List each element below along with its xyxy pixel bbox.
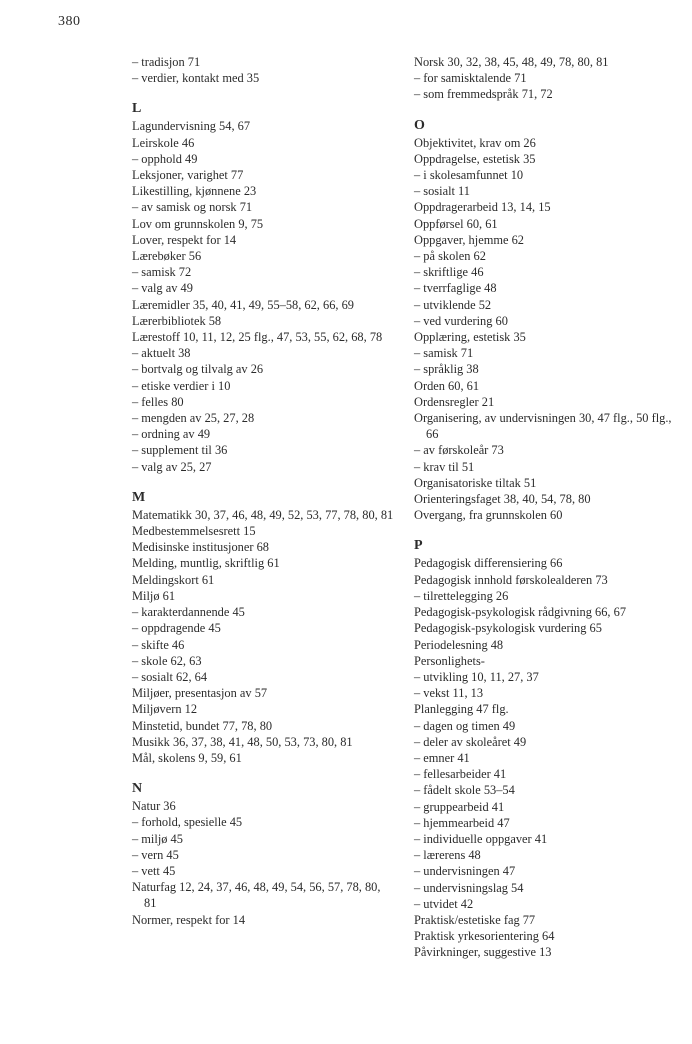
index-entry: Musikk 36, 37, 38, 41, 48, 50, 53, 73, 80, 81	[132, 734, 353, 749]
index-group	[414, 538, 684, 960]
index-entry: – dagen og timen 49	[414, 718, 516, 733]
index-entry: – skriftlige 46	[414, 265, 484, 280]
index-entry: – utviklende 52	[414, 297, 492, 312]
index-entry: – krav til 51	[414, 459, 475, 474]
index-entry: – opphold 49	[132, 151, 198, 166]
index-entry: – undervisningen 47	[414, 864, 516, 879]
index-entry: – gruppearbeid 41	[414, 799, 505, 814]
index-entry: – felles 80	[132, 394, 184, 409]
index-entry: – sosialt 11	[414, 184, 470, 199]
index-entry: Praktisk yrkesorientering 64	[414, 929, 555, 944]
index-entry: – karakterdannende 45	[132, 605, 245, 620]
index-entry: Orden 60, 61	[414, 378, 480, 393]
index-entry: Leirskole 46	[132, 135, 195, 150]
index-group	[414, 118, 684, 524]
index-entry: Lov om grunnskolen 9, 75	[132, 216, 264, 231]
index-entry: Natur 36	[132, 799, 176, 814]
index-letter-heading: O	[414, 117, 425, 133]
index-entry: Organisering, av undervisningen 30, 47 flg., 50 flg., 66	[414, 411, 672, 442]
index-entry: – tilrettelegging 26	[414, 588, 509, 603]
index-entry: – samisk 72	[132, 265, 192, 280]
index-entry: Matematikk 30, 37, 46, 48, 49, 52, 53, 77, 78, 80, 81	[132, 507, 394, 522]
index-entry: Organisatoriske tiltak 51	[414, 475, 537, 490]
index-entry: – sosialt 62, 64	[132, 669, 208, 684]
index-entry: Lover, respekt for 14	[132, 232, 237, 247]
index-entry: – skifte 46	[132, 637, 185, 652]
index-entry: Ordensregler 21	[414, 394, 495, 409]
index-entry: – supplement til 36	[132, 443, 228, 458]
index-entry: – bortvalg og tilvalg av 26	[132, 362, 264, 377]
index-entry: Meldingskort 61	[132, 572, 215, 587]
index-entry: – for samisktalende 71	[414, 71, 527, 86]
index-entry: Miljø 61	[132, 588, 176, 603]
index-entry: Likestilling, kjønnene 23	[132, 184, 257, 199]
index-entry: – fellesarbeider 41	[414, 767, 507, 782]
index-group	[132, 490, 394, 766]
index-entry: – tradisjon 71	[132, 55, 201, 69]
index-entry: – oppdragende 45	[132, 621, 221, 636]
index-entry: – vern 45	[132, 847, 179, 862]
index-group	[132, 781, 394, 928]
index-group	[132, 54, 394, 86]
index-entry: Praktisk/estetiske fag 77	[414, 912, 536, 927]
index-entry: – ved vurdering 60	[414, 313, 508, 328]
index-entry: – som fremmedspråk 71, 72	[414, 87, 553, 102]
index-entry: – skole 62, 63	[132, 653, 202, 668]
index-entry: Oppgaver, hjemme 62	[414, 232, 524, 247]
index-entry: Påvirkninger, suggestive 13	[414, 945, 552, 960]
index-entry: Lagundervisning 54, 67	[132, 119, 251, 134]
index-entry: Naturfag 12, 24, 37, 46, 48, 49, 54, 56, 57, 78, 80, 81	[132, 880, 381, 911]
index-entry: Lærebøker 56	[132, 249, 202, 264]
index-entry: Miljøer, presentasjon av 57	[132, 686, 268, 701]
index-entry: Normer, respekt for 14	[132, 912, 246, 927]
index-entry: – hjemmearbeid 47	[414, 815, 510, 830]
index-entry: – tverrfaglige 48	[414, 281, 497, 296]
index-entry: – emner 41	[414, 750, 470, 765]
index-entry: – lærerens 48	[414, 848, 481, 863]
index-entry: Planlegging 47 flg.	[414, 702, 509, 717]
index-column-left	[132, 54, 394, 928]
index-entry: Objektivitet, krav om 26	[414, 135, 536, 150]
index-entry: – i skolesamfunnet 10	[414, 168, 524, 183]
index-entry: – mengden av 25, 27, 28	[132, 411, 255, 426]
index-entry: Leksjoner, varighet 77	[132, 168, 244, 183]
index-entry: – etiske verdier i 10	[132, 378, 231, 393]
index-entry: – samisk 71	[414, 346, 474, 361]
index-column-right	[414, 54, 684, 961]
index-entry: Orienteringsfaget 38, 40, 54, 78, 80	[414, 492, 591, 507]
index-entry: Oppførsel 60, 61	[414, 216, 498, 231]
index-entry: Minstetid, bundet 77, 78, 80	[132, 718, 273, 733]
index-entry: – vett 45	[132, 863, 176, 878]
index-group	[414, 54, 684, 103]
index-letter-heading: M	[132, 489, 146, 505]
index-entry: – valg av 49	[132, 281, 193, 296]
index-letter-heading: L	[132, 101, 142, 117]
index-entry: Opplæring, estetisk 35	[414, 330, 526, 345]
index-entry: Medisinske institusjoner 68	[132, 540, 269, 555]
index-entry: Lærerbibliotek 58	[132, 313, 222, 328]
index-entry: – av førskoleår 73	[414, 443, 504, 458]
index-letter-heading: P	[414, 538, 423, 554]
index-entry: Personlighets-	[414, 653, 485, 668]
index-entry: – språklig 38	[414, 362, 479, 377]
index-entry: – aktuelt 38	[132, 346, 191, 361]
index-entry: – på skolen 62	[414, 249, 486, 264]
index-entry: Norsk 30, 32, 38, 45, 48, 49, 78, 80, 81	[414, 55, 609, 69]
index-entry: – fådelt skole 53–54	[414, 783, 515, 798]
index-entry: Læremidler 35, 40, 41, 49, 55–58, 62, 66, 69	[132, 297, 354, 312]
index-entry: – vekst 11, 13	[414, 686, 484, 701]
index-entry: – verdier, kontakt med 35	[132, 71, 260, 86]
index-entry: Melding, muntlig, skriftlig 61	[132, 556, 280, 571]
index-entry: Medbestemmelsesrett 15	[132, 524, 256, 539]
index-entry: Pedagogisk differensiering 66	[414, 556, 563, 571]
index-entry: – av samisk og norsk 71	[132, 200, 253, 215]
index-entry: Oppdragelse, estetisk 35	[414, 151, 536, 166]
index-entry: – utvikling 10, 11, 27, 37	[414, 669, 539, 684]
index-entry: – utvidet 42	[414, 896, 474, 911]
index-entry: Lærestoff 10, 11, 12, 25 flg., 47, 53, 55, 62, 68, 78	[132, 330, 383, 345]
index-entry: Pedagogisk-psykologisk rådgivning 66, 67	[414, 605, 627, 620]
index-entry: Mål, skolens 9, 59, 61	[132, 750, 242, 765]
index-entry: Oppdragerarbeid 13, 14, 15	[414, 200, 551, 215]
index-entry: Periodelesning 48	[414, 637, 504, 652]
index-entry: Pedagogisk-psykologisk vurdering 65	[414, 621, 602, 636]
index-entry: – undervisningslag 54	[414, 880, 524, 895]
index-group	[132, 101, 394, 474]
index-letter-heading: N	[132, 781, 143, 797]
index-entry: – valg av 25, 27	[132, 459, 212, 474]
index-entry: – miljø 45	[132, 831, 183, 846]
index-entry: – forhold, spesielle 45	[132, 815, 243, 830]
index-entry: – ordning av 49	[132, 427, 211, 442]
index-entry: – deler av skoleåret 49	[414, 734, 527, 749]
index-entry: Overgang, fra grunnskolen 60	[414, 508, 563, 523]
index-entry: Pedagogisk innhold førskolealderen 73	[414, 572, 608, 587]
index-entry: Miljøvern 12	[132, 702, 198, 717]
index-entry: – individuelle oppgaver 41	[414, 831, 548, 846]
page-number: 380	[58, 14, 81, 29]
